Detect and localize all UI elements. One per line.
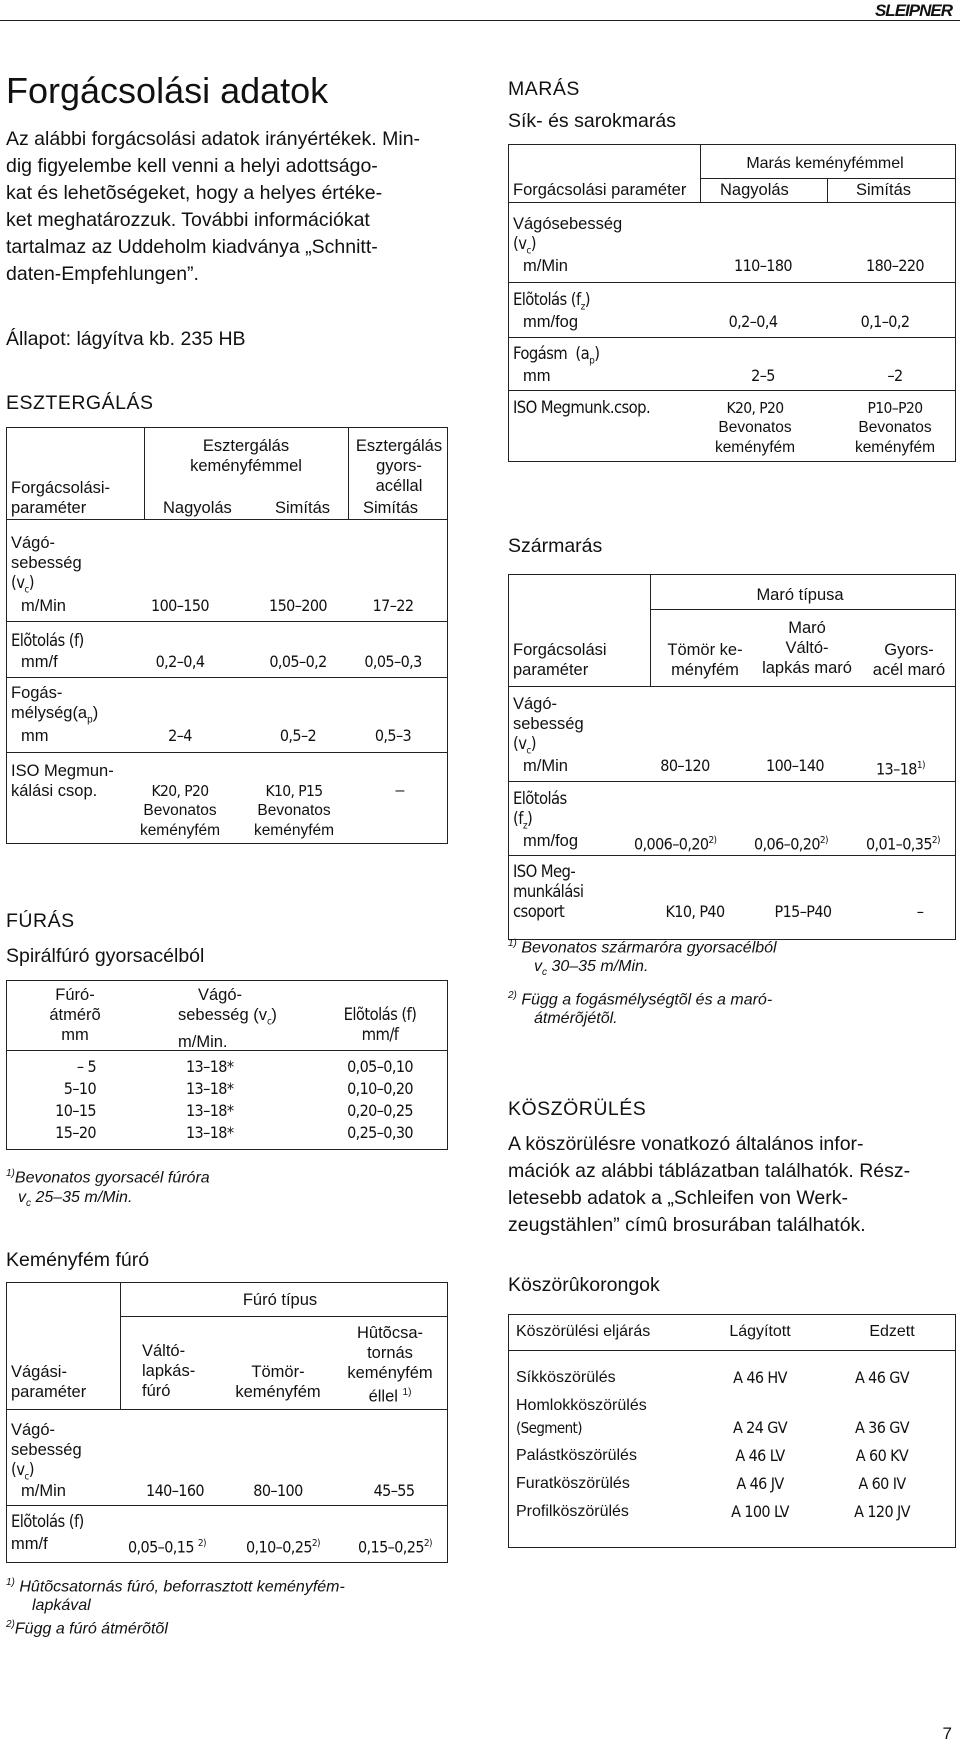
footnote-mark: 1) [402,1387,412,1398]
footnote-text: Bevonatos gyorsacél fúróra [14,1169,210,1187]
drill-type-rule [120,1316,448,1317]
symbol: (f [513,809,523,828]
milling-feed-unit: mm/fog [523,313,579,331]
grinding-heading: KÖSZÖRÜLÉS [508,1098,647,1120]
label-text: Elõtolás [513,789,567,808]
symbol: (v [513,734,527,753]
milling-heading: MARÁS [508,78,580,100]
label-part: Fogásm (a [513,344,590,363]
turning-heading: ESZTERGÁLÁS [6,392,154,414]
grinding-hard: A 60 KV [855,1446,909,1465]
turning-depth-rough: 2–4 [168,726,192,745]
drill-speed-label [11,1420,82,1487]
value: 0,006–0,20 [634,834,709,854]
drill-speed: 13–18* [186,1079,234,1098]
iso-text: Bevonatos [143,802,217,819]
label-text: Vágó- [11,1421,56,1439]
cutter-indexable-header [752,618,862,678]
footnote-mark: 2) [423,1538,432,1549]
carbide-drill-footnotes [6,1573,345,1639]
header-text: Hûtõcsa- [356,1324,424,1342]
intro-paragraph [6,126,420,288]
turning-feed-unit: mm/f [21,653,58,671]
page-title: Forgácsolási adatok [6,70,329,111]
label-text: csoport [513,902,565,921]
turning-feed-hss: 0,05–0,3 [364,652,422,671]
drill-feed-solid [246,1534,320,1557]
footnote-line [6,1164,210,1188]
milling-group-rule [700,178,956,179]
grinding-process: Homlokköszörülés [516,1397,647,1414]
header-text: Fúró- [55,986,95,1004]
header-text [178,1005,277,1032]
header-text: Gyors- [884,641,934,659]
milling-depth-rough: 2–5 [751,366,775,385]
grinding-soft: A 46 JV [736,1474,784,1493]
header-text [338,1383,442,1407]
turning-speed-rough: 100–150 [151,596,209,615]
header-text: keményfémmel [190,457,302,475]
header-text: Elõtolás (f) [343,1005,417,1024]
footnote-line [6,1188,210,1214]
grinding-process: Palástköszörülés [516,1447,637,1464]
iso-text: Bevonatos [257,802,331,819]
value: 0,05–0,15 [128,1537,194,1557]
milling-finish-header: Simítás [856,181,912,199]
drill-diameter: 15–20 [55,1123,96,1142]
drill-feed-label: Elõtolás (f) [11,1512,84,1531]
footnote-line [508,934,777,957]
milling-param-header: Forgácsolási paraméter [513,181,687,199]
header-text: tornás [367,1344,413,1362]
turning-iso-hss: – [395,782,405,799]
cutter-param-header [513,640,607,680]
turning-iso-label [11,761,114,801]
footnote-mark: 2) [311,1538,320,1549]
footnote-text: Bevonatos szármaróra gyorsacélból [521,939,777,957]
value: 13–18 [876,759,917,779]
header-text: Tömör ke- [667,641,743,659]
intro-line: Az alábbi forgácsolási adatok irányértékek. Min- [6,128,421,150]
milling-speed-rough: 110–180 [734,256,792,275]
label-text: sebesség [11,1441,82,1459]
drilling-diameter-header [30,985,120,1045]
header-text: m/Min. [178,1033,228,1052]
grinding-process-header: Köszörülési eljárás [516,1323,651,1340]
turning-rough-header: Nagyolás [163,499,232,517]
iso-text: Bevonatos [718,419,792,436]
cutter-col-divider [650,574,651,686]
header-text: Tömör- [251,1363,305,1381]
subscript: c [542,967,547,979]
subscript: c [266,1016,272,1028]
milling-iso-finish [840,398,950,458]
header-text: Vágó- [198,986,243,1004]
cutter-feed-indexable [754,831,828,854]
label-text: ISO Megmun- [11,762,114,780]
footnote-line [6,1615,345,1638]
footnote-mark: 1) [6,1168,15,1179]
header-text: acéllal [375,477,423,495]
grinding-header-rule [508,1350,956,1351]
value: 0,10–0,25 [246,1537,312,1557]
header-text: mm [61,1026,89,1044]
turning-speed-unit: m/Min [21,597,66,615]
carbide-drill-heading: Keményfém fúró [6,1249,150,1271]
footnote-text: Függ a fogásmélységtõl és a maró- [521,990,773,1008]
milling-iso-label: ISO Megmunk.csop. [513,398,651,417]
iso-text: keményfém [854,439,936,456]
turning-feed-finish: 0,05–0,2 [269,652,327,671]
milling-col-divider [827,178,828,202]
subscript: z [522,820,527,832]
drill-feed-indexable [128,1534,206,1557]
header-text: lapkás- [142,1362,196,1380]
footnote-mark: 1) [916,760,925,771]
drill-diameter: 5–10 [63,1079,96,1098]
subscript: z [580,301,585,313]
grinding-soft: A 24 GV [732,1418,788,1437]
row-rule [508,337,956,338]
turning-feed-label: Elõtolás (f) [11,631,84,650]
footnote-mark: 1) [6,1577,15,1588]
footnote-text: Függ a fúró átmérõtõl [14,1620,168,1638]
grinding-process: Síkköszörülés [516,1369,616,1386]
turning-depth-hss: 0,5–3 [374,726,412,745]
iso-text: keményfém [714,439,796,456]
intro-line: tartalmaz az Uddeholm kiadványa „Schnitt- [6,236,378,258]
cutter-solid-header [655,640,755,680]
label-part: ) [594,344,600,363]
turning-speed-label [11,533,82,600]
label-text: sebesség [513,715,584,733]
drilling-feed-header [320,1005,440,1045]
header-text: Forgácsolási [513,641,607,659]
footnote-line [508,986,777,1009]
grinding-subheading: Köszörûkorongok [508,1274,660,1296]
cutter-feed-hss [866,831,940,854]
drill-solid-header [228,1362,328,1402]
label-part: mélység(a [11,704,88,722]
symbol: (v [513,234,527,253]
grinding-soft-header: Lágyított [729,1323,791,1340]
cutter-speed-hss [876,756,925,779]
value: 0,15–0,25 [358,1537,424,1557]
footnote-mark: 2) [197,1538,206,1549]
turning-depth-finish: 0,5–2 [279,726,317,745]
header-text: Esztergálás [202,437,290,455]
paragraph-line: letesebb adatok a „Schleifen von Werk- [508,1187,848,1209]
drill-speed-solid: 80–100 [253,1481,303,1500]
cutter-iso-label [513,862,583,922]
label-text: Vágó- [513,695,558,713]
paragraph-line: A köszörülésre vonatkozó általános infor- [508,1133,864,1155]
grinding-hard: A 46 GV [854,1368,910,1387]
header-text: fúró [142,1382,171,1400]
row-rule [6,621,448,622]
label-text: Vágósebesség [513,215,623,233]
symbol: ) [28,573,34,592]
turning-header-rule [6,519,448,520]
iso-text: Bevonatos [858,419,932,436]
milling-iso-rough [700,398,810,458]
intro-line: ket meghatározzuk. További információkat [6,209,370,231]
grinding-soft: A 46 LV [735,1446,785,1465]
header-text: mm/f [361,1025,399,1044]
drill-diameter: – 5 [76,1057,96,1076]
drill-feed: 0,25–0,30 [347,1123,413,1142]
header-text: lapkás maró [762,659,852,677]
header-text: Váltó- [142,1342,186,1360]
cutter-speed-label [513,694,584,761]
header-text: Forgácsolási- [11,479,111,497]
footnote-mark: 2) [6,1619,15,1631]
drill-col-divider [120,1282,121,1409]
row-rule [6,752,448,753]
iso-text: K20, P20 [151,782,209,800]
slot-milling-footnotes [508,934,777,1028]
milling-col-divider [700,144,701,202]
header-rule [0,20,960,21]
label-part: Elõtolás (f [513,290,581,309]
turning-hss-finish-header: Simítás [363,499,419,517]
milling-subheading: Sík- és sarokmarás [508,110,676,132]
iso-text: keményfém [139,822,221,839]
milling-feed-rough: 0,2–0,4 [728,312,778,331]
material-state: Állapot: lágyítva kb. 235 HB [6,328,246,350]
header-part: ) [271,1006,277,1024]
turning-carbide-header [144,436,348,476]
milling-feed-finish: 0,1–0,2 [860,312,910,331]
milling-depth-finish: –2 [887,366,903,385]
drill-indexable-header [142,1341,195,1401]
grinding-process: Furatköszörülés [516,1475,630,1492]
header-part: éllel [368,1387,398,1406]
header-text: Maró [788,619,826,637]
turning-iso-carbide-a [130,781,230,841]
turning-depth-label [11,683,98,730]
grinding-soft: A 46 HV [733,1368,787,1387]
footnote-mark: 2) [931,835,940,846]
slot-milling-heading: Szármarás [508,535,603,557]
paragraph-line: mációk az alábbi táblázatban találhatók. Rész- [508,1160,911,1182]
header-text: paraméter [513,661,589,679]
drill-feed: 0,05–0,10 [347,1057,413,1076]
footnote-line: átmérõjétõl. [534,1009,618,1027]
footnote-text: 30–35 m/Min. [547,958,649,976]
iso-text: P10–P20 [867,399,923,417]
cutter-speed-solid: 80–120 [660,756,710,775]
row-rule [508,390,956,391]
footnote-mark: 2) [708,835,717,846]
footnote-line [508,957,777,982]
symbol: (v [11,573,25,592]
label-text: sebesség [11,554,82,572]
subscript: c [26,1198,31,1210]
turning-hss-header [350,436,448,496]
label-text: Vágó- [11,534,56,552]
footnote-line [6,1573,345,1596]
cutter-feed-unit: mm/fog [523,832,579,850]
cutter-iso-indexable: P15–P40 [774,902,832,921]
footnote-line: lapkával [32,1597,91,1615]
footnote-mark: 1) [508,938,517,949]
row-rule [6,677,448,678]
brand-logo: SLEIPNER [874,1,952,20]
label-part: ) [584,290,590,309]
turning-depth-unit: mm [21,727,49,745]
row-rule [6,1505,448,1506]
turning-speed-finish: 150–200 [269,596,327,615]
cutter-type-rule [650,609,956,610]
cutter-type-header: Maró típusa [756,586,844,604]
row-rule [508,781,956,782]
drilling-footnote [6,1164,210,1215]
footnote-mark: 2) [508,989,517,1001]
value: 0,01–0,35 [866,834,932,854]
footnote-text: Hûtõcsatornás fúró, beforrasztott keményfém- [19,1578,345,1596]
symbol: ) [526,809,533,828]
subscript: c [526,745,531,757]
iso-text: K20, P20 [726,399,784,417]
drill-feed: 0,10–0,20 [347,1079,413,1098]
header-text: paraméter [11,499,87,517]
drill-feed-unit: mm/f [11,1535,48,1553]
cutter-speed-unit: m/Min [523,757,568,775]
footnote-text: v [18,1189,26,1207]
turning-speed-hss: 17–22 [372,596,414,615]
milling-speed-label [513,214,622,261]
label-text: Fogás- [11,684,63,702]
milling-rough-header: Nagyolás [720,181,789,199]
intro-line: dig figyelembe kell venni a helyi adottságo- [6,155,378,177]
cutter-header-rule [508,686,956,687]
value: 0,06–0,20 [754,834,820,854]
label-part: ) [92,704,99,722]
label-text: munkálási [513,882,584,901]
subscript: c [24,584,29,596]
header-text: gyors- [376,457,422,475]
label-text: kálási csop. [11,782,98,800]
cutter-hss-header [864,640,954,680]
cutter-iso-hss: – [916,902,924,921]
header-part: sebesség (v [178,1006,267,1024]
footnote-text: 25–35 m/Min. [31,1189,133,1207]
intro-line: kat és lehetõségeket, hogy a helyes értéke- [6,182,383,204]
cutter-feed-solid [634,831,716,854]
turning-iso-carbide-b [244,781,344,841]
drilling-subheading: Spirálfúró gyorsacélból [6,945,205,967]
page-number: 7 [942,1724,952,1743]
iso-text: keményfém [253,822,335,839]
footnote-text: v [534,958,542,976]
subscript: c [24,1471,29,1483]
cutter-iso-solid: K10, P40 [665,902,725,921]
intro-line: daten-Empfehlungen”. [6,263,199,285]
grinding-soft: A 100 LV [731,1502,789,1521]
turning-col-divider [348,427,349,519]
subscript: p [87,714,93,726]
drill-speed-unit: m/Min [21,1482,66,1500]
grinding-process-sub: (Segment) [516,1419,582,1437]
grinding-hard: A 36 GV [854,1418,910,1437]
row-rule [508,855,956,856]
drill-speed: 13–18* [186,1101,234,1120]
header-text: keményfém [347,1364,433,1382]
symbol: ) [530,734,536,753]
header-text: Váltó- [785,639,829,657]
cutter-speed-indexable: 100–140 [766,756,824,775]
turning-param-header [11,478,110,518]
subscript: c [526,245,531,257]
header-text: ményfém [671,661,739,679]
symbol: ) [28,1460,34,1479]
milling-header-rule [508,202,956,203]
milling-speed-unit: m/Min [523,257,568,275]
turning-feed-rough: 0,2–0,4 [155,652,205,671]
iso-text: K10, P15 [265,782,323,800]
footnote-mark: 2) [819,835,828,846]
drill-feed-coolant [358,1534,432,1557]
header-text: átmérõ [49,1006,101,1024]
drill-speed: 13–18* [186,1123,234,1142]
drill-speed-indexable: 140–160 [146,1481,204,1500]
milling-depth-unit: mm [523,367,551,385]
drill-type-header: Fúró típus [242,1291,318,1309]
label-text: ISO Meg- [513,862,576,881]
symbol: ) [530,234,536,253]
drill-speed-coolant: 45–55 [373,1481,415,1500]
milling-group-header: Marás keményfémmel [746,155,904,172]
symbol: (v [11,1460,25,1479]
subscript: p [589,355,595,367]
paragraph-line: zeugstählen” címû brosurában találhatók. [508,1214,866,1236]
grinding-paragraph [508,1131,910,1239]
drilling-heading: FÚRÁS [6,910,75,932]
row-rule [508,282,956,283]
drill-speed: 13–18* [186,1057,234,1076]
drill-coolant-header [338,1323,442,1407]
drill-param-header [11,1362,86,1402]
turning-finish-header: Simítás [275,499,331,517]
header-text: paraméter [11,1383,87,1401]
header-text: Vágási- [11,1363,67,1381]
grinding-hard: A 60 IV [858,1474,906,1493]
grinding-hard-header: Edzett [869,1323,915,1340]
header-text: keményfém [235,1383,321,1401]
milling-speed-finish: 180–220 [866,256,924,275]
header-text: acél maró [872,661,946,679]
grinding-process: Profilköszörülés [516,1503,629,1520]
drilling-speed-header [178,985,277,1052]
drill-feed: 0,20–0,25 [347,1101,413,1120]
cutter-feed-label [513,789,567,836]
drill-diameter: 10–15 [55,1101,96,1120]
drill-header-rule [6,1409,448,1410]
grinding-hard: A 120 JV [854,1502,910,1521]
header-text: Esztergálás [355,437,443,455]
